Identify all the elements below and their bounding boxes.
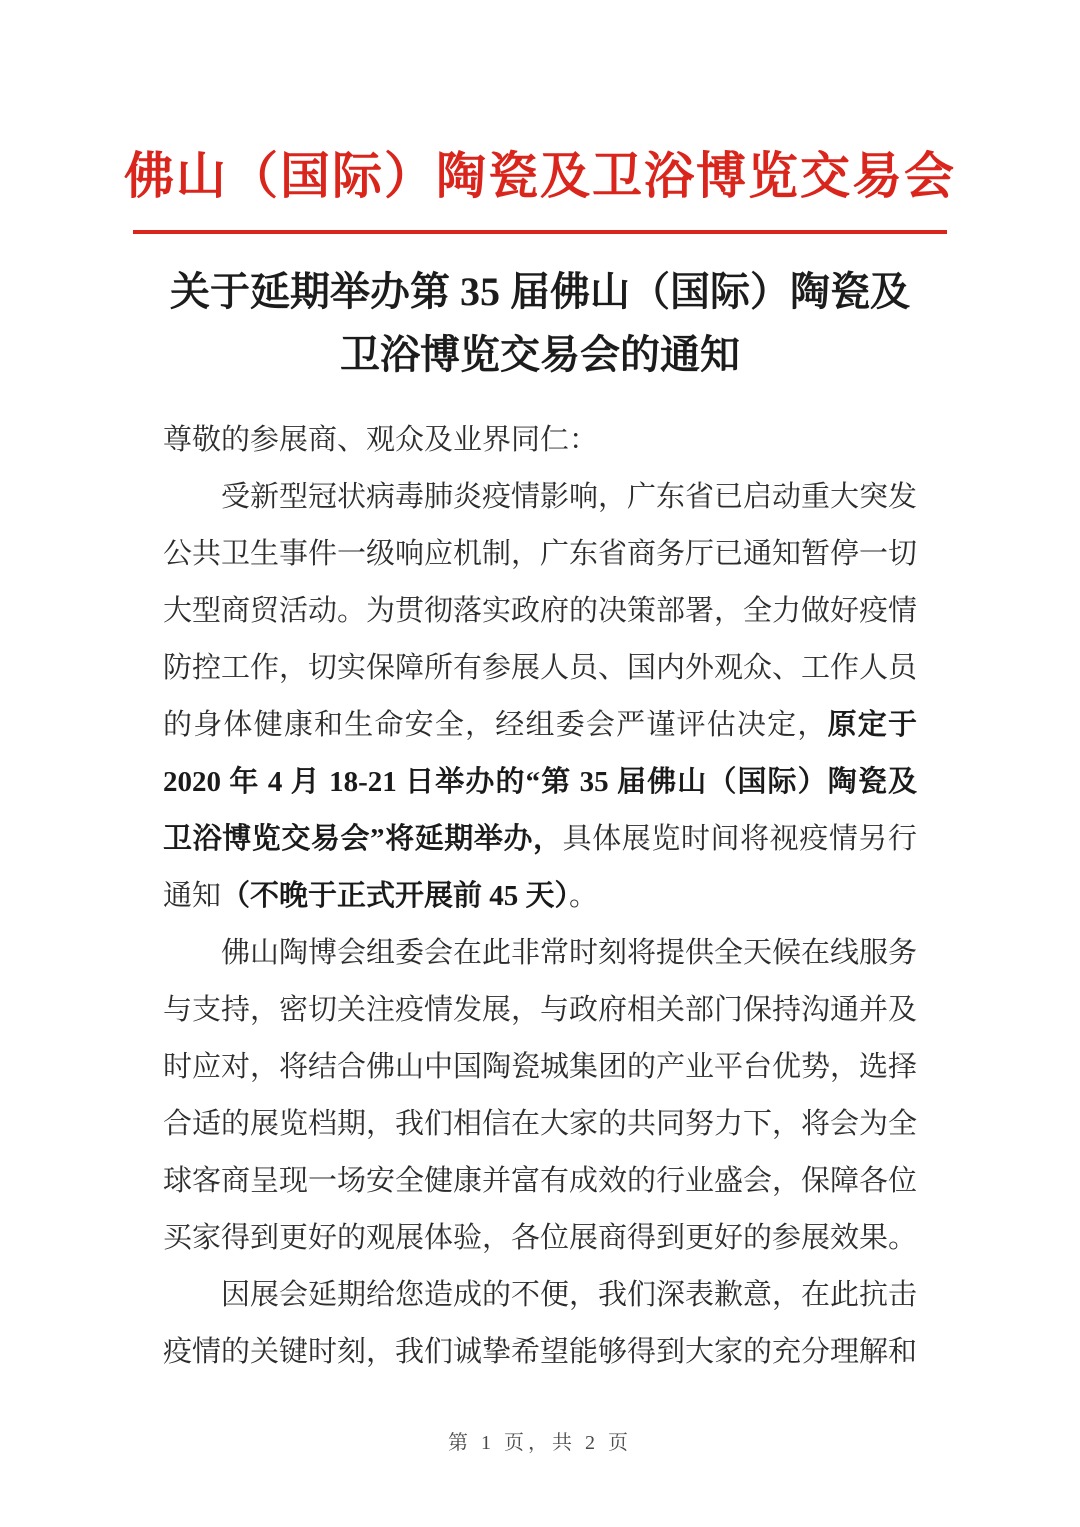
text-segment: 。 — [569, 880, 599, 912]
paragraph — [163, 1267, 917, 1381]
document-header-title: 佛山（国际）陶瓷及卫浴博览交易会 — [124, 148, 956, 204]
footer-page-number: 第 1 页，共 2 页 — [448, 1432, 632, 1454]
notice-title-line1: 关于延期举办第 35 届佛山（国际）陶瓷及 — [170, 269, 910, 314]
bold-text-segment: （不晚于正式开展前 45 天） — [221, 880, 570, 912]
text-segment: 因展会延期给您造成的不便，我们深表歉意，在此抗击疫情的关键时刻，我们诚挚希望能够得到大家的充分理解和 — [163, 1279, 918, 1368]
paragraph — [163, 412, 917, 469]
bold-text-segment: 原定于 2020 年 4 月 18-21 日举办的“第 35 届佛山（国际）陶瓷及卫浴博览交易会”将延期举办， — [163, 709, 917, 855]
notice-title — [0, 260, 1080, 386]
text-segment: 受新型冠状病毒肺炎疫情影响，广东省已启动重大突发公共卫生事件一级响应机制，广东省商务厅已通知暂停一切大型商贸活动。为贯彻落实政府的决策部署，全力做好疫情防控工作，切实保障所有参展人员、国内外观众、工作人员的身体健康和生命安全，经组委会严谨评估决定， — [163, 481, 918, 741]
paragraph — [163, 469, 917, 925]
document-body — [163, 412, 917, 1381]
paragraph — [163, 925, 917, 1267]
text-segment: 尊敬的参展商、观众及业界同仁： — [163, 424, 599, 456]
notice-title-line2: 卫浴博览交易会的通知 — [340, 332, 740, 377]
text-segment: 具体展览时间将视疫情另行通知 — [163, 823, 917, 912]
text-segment: 佛山陶博会组委会在此非常时刻将提供全天候在线服务与支持，密切关注疫情发展，与政府相关部门保持沟通并及时应对，将结合佛山中国陶瓷城集团的产业平台优势，选择合适的展览档期，我们相信在大家的共同努力下，将会为全球客商呈现一场安全健康并富有成效的行业盛会，保障各位买家得到更好的观展体验，各位展商得到更好的参展效果。 — [163, 937, 918, 1254]
red-divider-rule — [133, 230, 947, 234]
